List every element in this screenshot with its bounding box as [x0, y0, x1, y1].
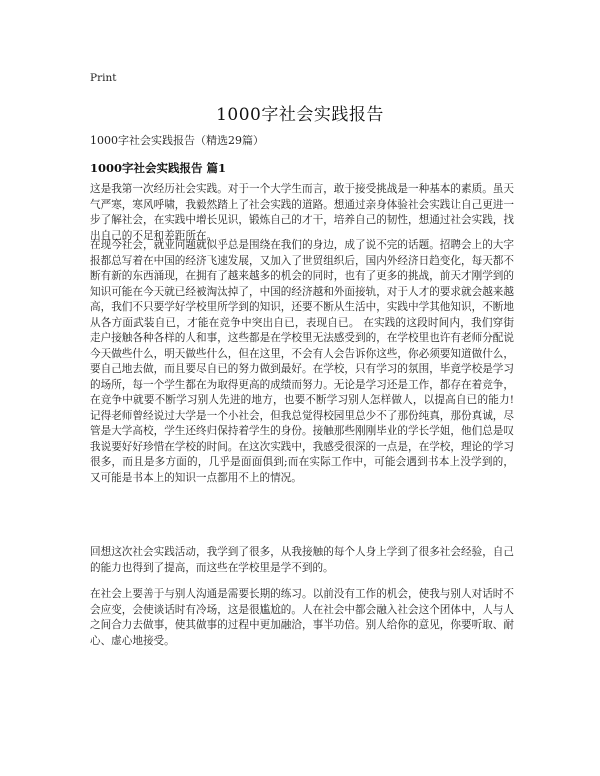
section-heading: 1000字社会实践报告 篇1 [90, 161, 227, 175]
document-title: 1000字社会实践报告 [216, 105, 384, 125]
paragraph: 在现今社会，就业问题就似乎总是围绕在我们的身边，成了说不完的话题。招聘会上的大字报都总写着在中国的经济飞速发展，又加入了世贸组织后，国内外经济日趋变化，每天都不断有新的东西涌现，在拥有了越来越多的机会的同时，也有了更多的挑战，前天才刚学到的知识可能在今天就已经被淘汰掉了，中国的经济越和外面接轨，对于人才的要求就会越来越高，我们不只要学好学校里所学到的知识，还要不断从生活中，实践中学其他知识，不断地从各方面武装自已，才能在竞争中突出自已，表现自已。 在实践的这段时间内，我们穿街走户接触各种各样的人和事，这些都是在学校里无法感受到的，在学校里也许有老师分配说今天做些什么，明天做些什么，但在这里，不会有人会告诉你这些，你必须要知道做什么，要自己地去做，而且要尽自已的努力做到最好。在学校，只有学习的氛围，毕竟学校是学习的场所，每一个学生都在为取得更高的成绩而努力。无论是学习还是工作，都存在着竞争，在竞争中就要不断学习别人先进的地方，也要不断学习别人怎样做人，以提高自已的能力!记得老师曾经说过大学是一个小社会，但我总觉得校园里总少不了那份纯真，那份真诚，尽管是大学高校，学生还终归保持着学生的身份。接触那些刚刚毕业的学长学姐，他们总是叹我说要好好珍惜在学校的时间。在这次实践中，我感受很深的一点是，在学校，理论的学习很多，而且是多方面的，几乎是面面俱到;而在实际工作中，可能会遇到书本上没学到的，又可能是书本上的知识一点都用不上的情况。 [90, 239, 514, 484]
print-label: Print [90, 72, 117, 84]
paragraph: 这是我第一次经历社会实践。对于一个大学生而言，敢于接受挑战是一种基本的素质。虽天气严寒，寒风呼啸，我毅然踏上了社会实践的道路。想通过亲身体验社会实践让自己更进一步了解社会，在实践中增长见识，锻炼自己的才干，培养自己的韧性，想通过社会实践，找出自己的不足和差距所在。 [90, 183, 514, 242]
paragraph: 回想这次社会实践活动，我学到了很多，从我接触的每个人身上学到了很多社会经验，自己的能力也得到了提高，而这些在学校里是学不到的。 [90, 546, 514, 574]
paragraph: 在社会上要善于与别人沟通是需要长期的练习。以前没有工作的机会，使我与别人对话时不会应变，会使谈话时有冷场，这是很尴尬的。人在社会中都会融入社会这个团体中，人与人之间合力去做事，使其做事的过程中更加融洽，事半功倍。别人给你的意见，你要听取、耐心、虚心地接受。 [90, 588, 514, 647]
document-subtitle: 1000字社会实践报告（精选29篇） [90, 134, 264, 147]
